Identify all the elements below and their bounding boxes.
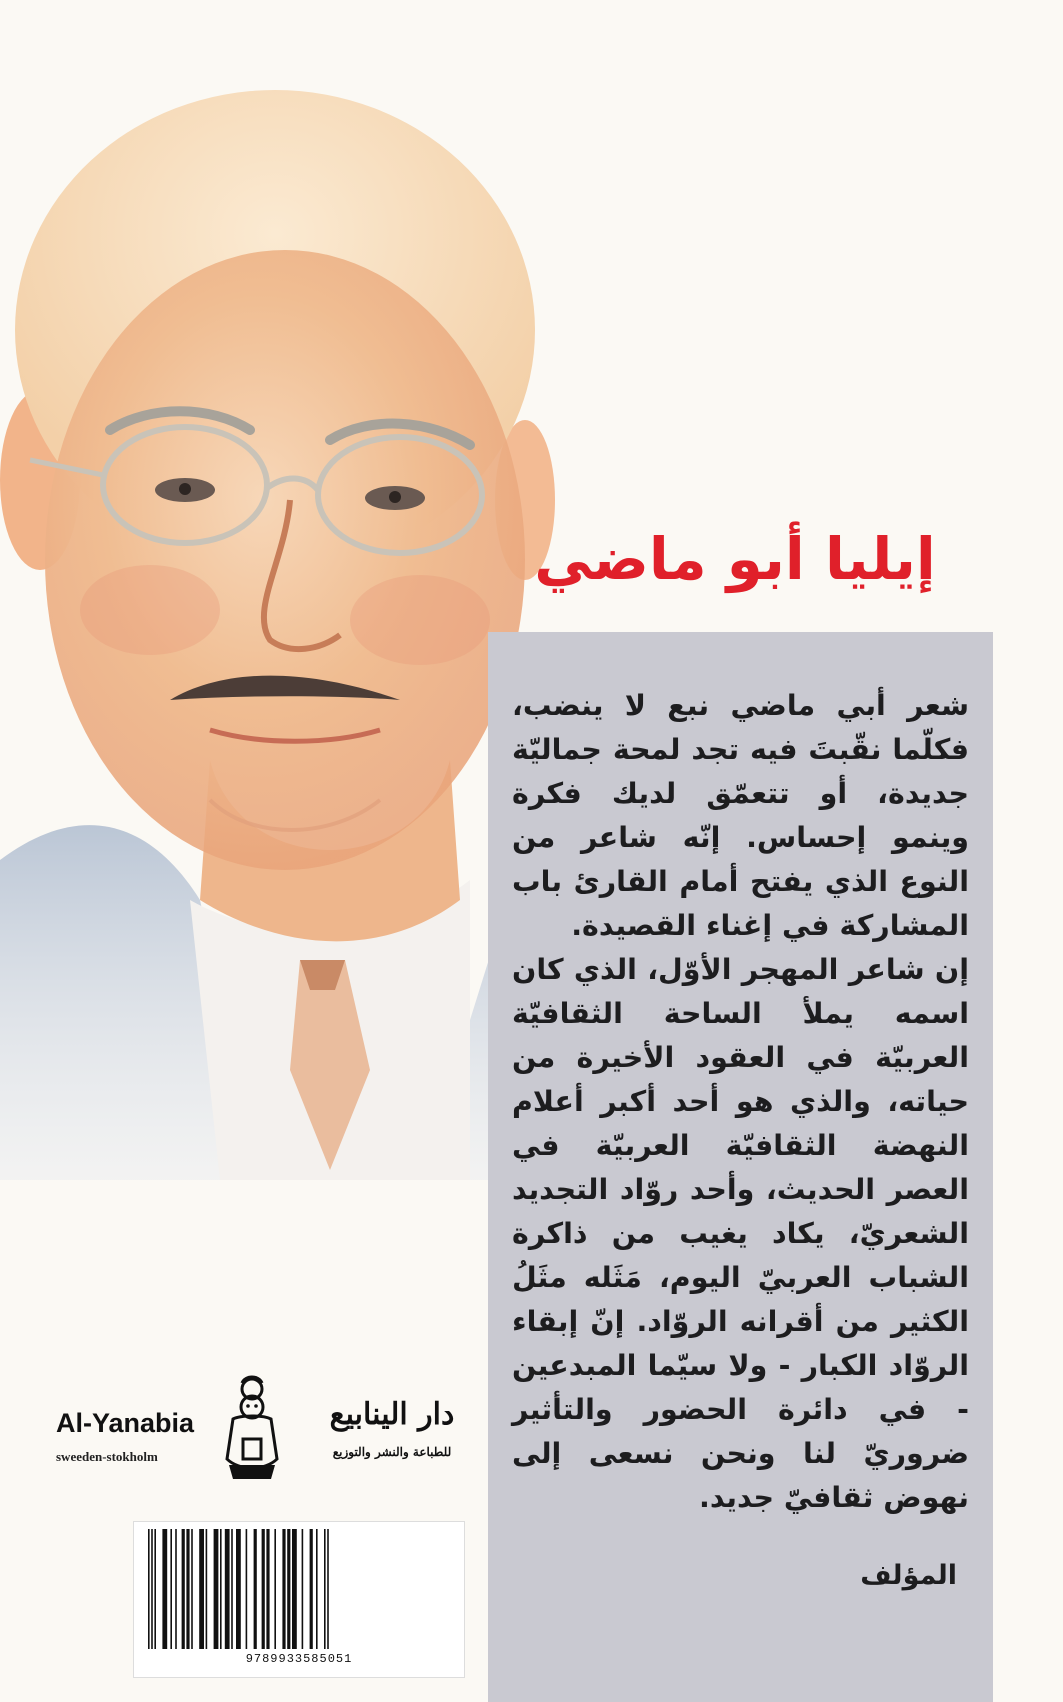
publisher-arabic-subtitle: للطباعة والنشر والتوزيع bbox=[332, 1445, 452, 1459]
publisher-name-latin: Al-Yanabia bbox=[56, 1408, 195, 1438]
barcode-bar bbox=[287, 1529, 290, 1649]
publisher-block bbox=[40, 1375, 485, 1485]
barcode-bar bbox=[324, 1529, 326, 1649]
barcode-bar bbox=[220, 1529, 222, 1649]
barcode-bar bbox=[282, 1529, 285, 1649]
barcode-bar bbox=[186, 1529, 189, 1649]
barcode-bar bbox=[236, 1529, 241, 1649]
barcode-bars bbox=[144, 1529, 456, 1649]
publisher-location: sweeden-stokholm bbox=[56, 1449, 158, 1464]
barcode-bar bbox=[266, 1529, 269, 1649]
author-signature: المؤلف bbox=[860, 1560, 957, 1591]
barcode-bar bbox=[327, 1529, 329, 1649]
barcode-bar bbox=[162, 1529, 167, 1649]
barcode-bar bbox=[274, 1529, 276, 1649]
barcode-bar bbox=[148, 1529, 150, 1649]
barcode-bar bbox=[292, 1529, 297, 1649]
barcode-bar bbox=[254, 1529, 257, 1649]
barcode-bar bbox=[316, 1529, 318, 1649]
barcode-bar bbox=[225, 1529, 230, 1649]
barcode-bar bbox=[175, 1529, 177, 1649]
book-title: إيليا أبو ماضي bbox=[534, 525, 936, 593]
barcode-bar bbox=[206, 1529, 208, 1649]
blurb-panel bbox=[488, 632, 993, 1702]
barcode-bar bbox=[199, 1529, 204, 1649]
blurb-paragraph-2: إن شاعر المهجر الأوّل، الذي كان اسمه يملأ الساحة الثقافيّة العربيّة في العقود الأخيرة من حياته، والذي هو أحد أكبر أعلام النهضة الثقافيّة العربيّة في العصر الحديث، وأحد روّاد التجديد الشعريّ، يكاد يغيب من ذاكرة الشباب العربيّ اليوم، مَثَله مثَلُ الكثير من أقرانه الروّاد. إنّ إبقاء الروّاد الكبار - ولا سيّما المبدعين - في دائرة الحضور والتأثير ضروريّ لنا ونحن نسعى إلى نهوض ثقافيّ جديد. bbox=[512, 953, 969, 1514]
barcode-bar bbox=[191, 1529, 193, 1649]
isbn-barcode bbox=[133, 1521, 465, 1678]
barcode-bar bbox=[246, 1529, 248, 1649]
barcode-bar bbox=[262, 1529, 265, 1649]
publisher-name-arabic: دار الينابيع bbox=[329, 1397, 455, 1432]
barcode-bar bbox=[151, 1529, 153, 1649]
barcode-bar bbox=[310, 1529, 313, 1649]
blurb-paragraph-1: شعر أبي ماضي نبع لا ينضب، فكلّما نقّبتَ فيه تجد لمحة جماليّة جديدة، أو تتعمّق لديك فكرة وينمو إحساس. إنّه شاعر من النوع الذي يفتح أمام القارئ باب المشاركة في إغناء القصيدة. bbox=[512, 689, 969, 942]
barcode-bar bbox=[231, 1529, 233, 1649]
barcode-bar bbox=[214, 1529, 219, 1649]
isbn-number: 9789933585051 bbox=[245, 1652, 353, 1666]
barcode-bar bbox=[154, 1529, 156, 1649]
barcode-bar bbox=[302, 1529, 304, 1649]
barcode-bar bbox=[170, 1529, 172, 1649]
barcode-bar bbox=[182, 1529, 185, 1649]
publisher-emblem-icon bbox=[215, 1375, 290, 1483]
